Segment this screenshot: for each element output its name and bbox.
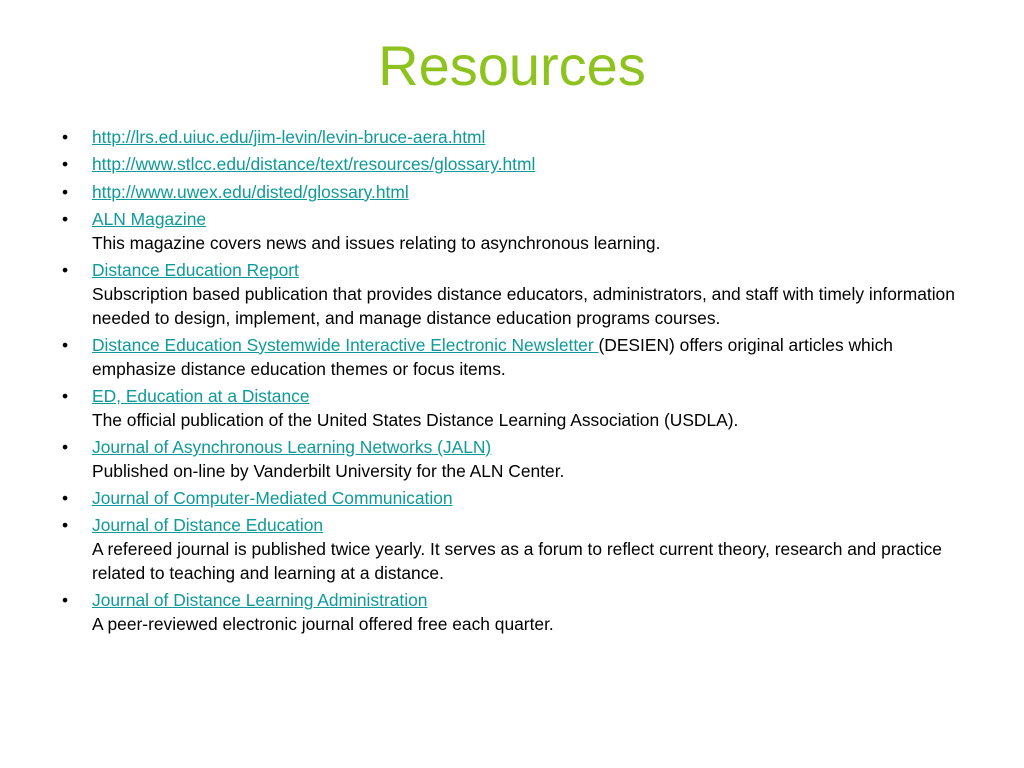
list-item	[62, 153, 962, 177]
resource-description: Subscription based publication that provides distance educators, administrators, and staff with timely information needed to design, implement, and manage distance education programs courses.	[92, 283, 955, 328]
bullet: •	[62, 127, 69, 147]
resource-link-distance-education-report[interactable]: Distance Education Report	[92, 259, 299, 280]
list-item	[62, 436, 962, 484]
resource-description: Published on-line by Vanderbilt University for the ALN Center.	[92, 460, 565, 481]
list-item	[62, 181, 962, 205]
bullet: •	[62, 208, 69, 229]
list-item	[62, 589, 962, 637]
list-item	[62, 514, 962, 585]
resource-link-jcmc[interactable]: Journal of Computer-Mediated Communication	[92, 488, 453, 509]
list-item	[62, 259, 962, 330]
bullet: •	[62, 154, 69, 175]
list-item	[62, 487, 962, 511]
resource-link-levin-aera[interactable]: http://lrs.ed.uiuc.edu/jim-levin/levin-bruce-aera.html	[92, 127, 486, 147]
list-item	[62, 126, 962, 150]
bullet: •	[62, 590, 69, 611]
list-item	[62, 208, 962, 256]
bullet: •	[62, 437, 69, 458]
resource-inline-description: (DESIEN) offers original articles which emphasize distance education themes or focus items.	[92, 334, 893, 379]
resource-link-desien[interactable]: Distance Education Systemwide Interactive Electronic Newsletter	[92, 334, 599, 355]
bullet: •	[62, 515, 69, 536]
resource-link-uwex-glossary[interactable]: http://www.uwex.edu/disted/glossary.html	[92, 181, 409, 202]
bullet: •	[62, 181, 69, 202]
resource-link-jaln[interactable]: Journal of Asynchronous Learning Networks (JALN)	[92, 437, 492, 458]
bullet: •	[62, 334, 69, 355]
resource-description: A refereed journal is published twice yearly. It serves as a forum to reflect current theory, research and practice related to teaching and learning at a distance.	[92, 539, 942, 584]
resource-list	[62, 126, 962, 640]
resource-description: A peer-reviewed electronic journal offered free each quarter.	[92, 614, 554, 635]
resource-link-aln-magazine[interactable]: ALN Magazine	[92, 208, 207, 229]
resource-link-stlcc-glossary[interactable]: http://www.stlcc.edu/distance/text/resources/glossary.html	[92, 154, 536, 175]
resource-link-journal-of-distance-education[interactable]: Journal of Distance Education	[92, 515, 324, 536]
bullet: •	[62, 385, 69, 406]
bullet: •	[62, 259, 69, 280]
resource-link-ed-education-at-a-distance[interactable]: ED, Education at a Distance	[92, 385, 310, 406]
list-item	[62, 385, 962, 433]
resource-description: The official publication of the United States Distance Learning Association (USDLA).	[92, 409, 739, 430]
list-item	[62, 334, 962, 382]
bullet: •	[62, 488, 69, 509]
slide-title: Resources	[378, 34, 646, 97]
resource-description: This magazine covers news and issues relating to asynchronous learning.	[92, 232, 661, 253]
resource-link-journal-of-distance-learning-administration[interactable]: Journal of Distance Learning Administration	[92, 590, 428, 611]
